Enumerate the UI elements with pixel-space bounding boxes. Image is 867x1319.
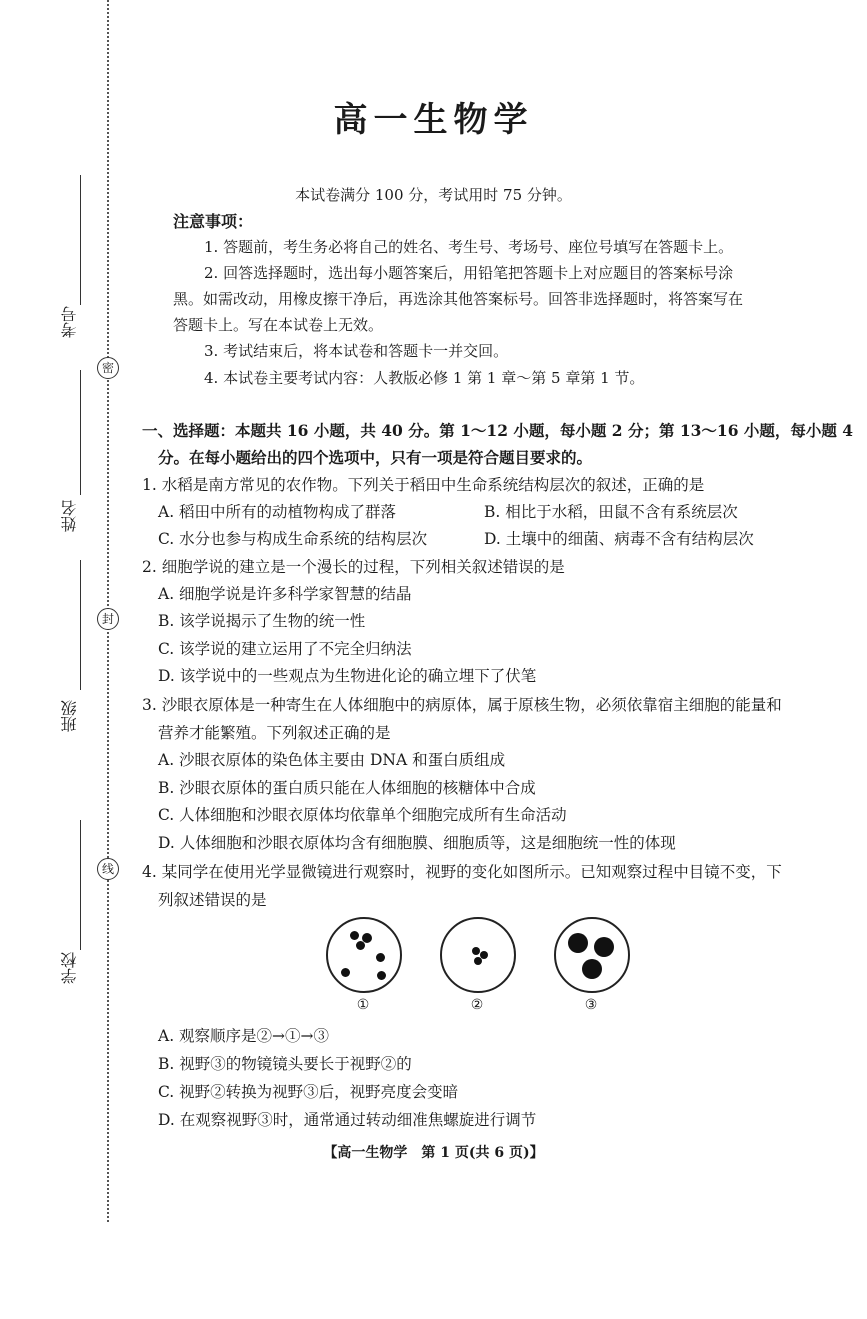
seal-xian: 线 — [97, 858, 119, 880]
field-of-view-2 — [440, 917, 516, 993]
q2-option-b: B. 该学说揭示了生物的统一性 — [158, 612, 366, 630]
figure-label-3: ③ — [584, 997, 598, 1013]
exam-info: 本试卷满分 100 分，考试用时 75 分钟。 — [295, 186, 572, 204]
q2-option-c: C. 该学说的建立运用了不完全归纳法 — [158, 640, 412, 658]
school-blank[interactable] — [80, 820, 81, 950]
cell-dot — [582, 959, 602, 979]
label-name: 姓名 — [60, 500, 79, 532]
notice-line-3: 黑。如需改动，用橡皮擦干净后，再选涂其他答案标号。回答非选择题时，将答案写在 — [173, 290, 744, 308]
q1-option-b: B. 相比于水稻，田鼠不含有系统层次 — [484, 503, 738, 521]
seal-mi: 密 — [97, 357, 119, 379]
q4-stem-line-1: 4. 某同学在使用光学显微镜进行观察时，视野的变化如图所示。已知观察过程中目镜不变，下 — [142, 863, 782, 881]
q4-option-d: D. 在观察视野③时，通常通过转动细准焦螺旋进行调节 — [158, 1111, 537, 1129]
label-school: 学校 — [60, 952, 79, 984]
field-of-view-1 — [326, 917, 402, 993]
notice-line-2: 2. 回答选择题时，选出每小题答案后，用铅笔把答题卡上对应题目的答案标号涂 — [204, 264, 734, 282]
q2-option-a: A. 细胞学说是许多科学家智慧的结晶 — [158, 585, 412, 603]
q3-option-d: D. 人体细胞和沙眼衣原体均含有细胞膜、细胞质等，这是细胞统一性的体现 — [158, 834, 676, 852]
seal-feng: 封 — [97, 608, 119, 630]
q4-option-a: A. 观察顺序是②→①→③ — [158, 1027, 330, 1045]
cell-dot — [568, 933, 588, 953]
cell-dot — [474, 957, 482, 965]
cell-dot — [341, 968, 350, 977]
q3-option-a: A. 沙眼衣原体的染色体主要由 DNA 和蛋白质组成 — [158, 751, 506, 769]
q3-option-b: B. 沙眼衣原体的蛋白质只能在人体细胞的核糖体中合成 — [158, 779, 536, 797]
q4-option-b: B. 视野③的物镜镜头要长于视野②的 — [158, 1055, 412, 1073]
figure-label-1: ① — [356, 997, 370, 1013]
label-exam-number: 考号 — [60, 306, 79, 338]
section-heading-line-1: 一、选择题：本题共 16 小题，共 40 分。第 1～12 小题，每小题 2 分；第 13～16 小题，每小题 4 — [142, 421, 854, 440]
notice-line-6: 4. 本试卷主要考试内容：人教版必修 1 第 1 章～第 5 章第 1 节。 — [204, 369, 645, 387]
q1-option-a: A. 稻田中所有的动植物构成了群落 — [158, 503, 397, 521]
section-heading-line-2: 分。在每小题给出的四个选项中，只有一项是符合题目要求的。 — [158, 448, 593, 467]
figure-label-2: ② — [470, 997, 484, 1013]
notice-line-5: 3. 考试结束后，将本试卷和答题卡一并交回。 — [204, 342, 509, 360]
q3-stem-line-1: 3. 沙眼衣原体是一种寄生在人体细胞中的病原体，属于原核生物，必须依靠宿主细胞的能量和 — [142, 696, 782, 714]
q1-option-c: C. 水分也参与构成生命系统的结构层次 — [158, 530, 428, 548]
q2-stem: 2. 细胞学说的建立是一个漫长的过程，下列相关叙述错误的是 — [142, 558, 565, 576]
field-of-view-3 — [554, 917, 630, 993]
q1-stem: 1. 水稻是南方常见的农作物。下列关于稻田中生命系统结构层次的叙述，正确的是 — [142, 476, 705, 494]
name-blank[interactable] — [80, 370, 81, 495]
page-footer: 【高一生物学 第 1 页(共 6 页)】 — [323, 1145, 544, 1161]
q3-stem-line-2: 营养才能繁殖。下列叙述正确的是 — [158, 724, 391, 742]
cell-dot — [594, 937, 614, 957]
q3-option-c: C. 人体细胞和沙眼衣原体均依靠单个细胞完成所有生命活动 — [158, 806, 567, 824]
q2-option-d: D. 该学说中的一些观点为生物进化论的确立埋下了伏笔 — [158, 667, 537, 685]
label-class: 班级 — [60, 700, 79, 732]
cell-dot — [376, 953, 385, 962]
notice-line-1: 1. 答题前，考生务必将自己的姓名、考生号、考场号、座位号填写在答题卡上。 — [204, 238, 734, 256]
page-title: 高一生物学 — [333, 100, 534, 140]
cell-dot — [472, 947, 480, 955]
cell-dot — [377, 971, 386, 980]
class-blank[interactable] — [80, 560, 81, 690]
q1-option-d: D. 土壤中的细菌、病毒不含有结构层次 — [484, 530, 754, 548]
notice-heading: 注意事项： — [173, 212, 254, 231]
cell-dot — [356, 941, 365, 950]
cell-dot — [350, 931, 359, 940]
q4-option-c: C. 视野②转换为视野③后，视野亮度会变暗 — [158, 1083, 459, 1101]
notice-line-4: 答题卡上。写在本试卷上无效。 — [173, 316, 384, 334]
q4-stem-line-2: 列叙述错误的是 — [158, 891, 267, 909]
